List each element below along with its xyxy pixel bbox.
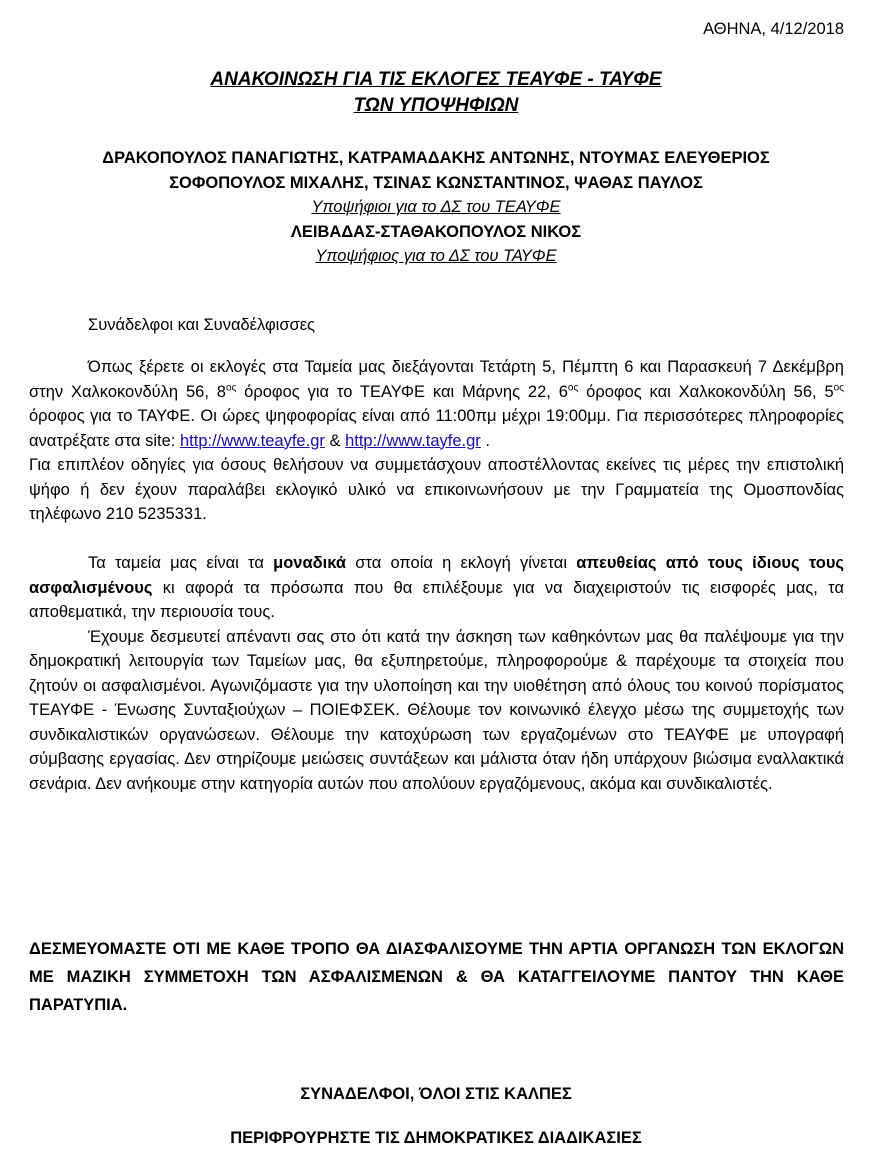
teayfe-candidates-line-2: ΣΟΦΟΠΟΥΛΟΣ ΜΙΧΑΛΗΣ, ΤΣΙΝΑΣ ΚΩΝΣΤΑΝΤΙΝΟΣ, ΨΑΘΑΣ ΠΑΥΛΟΣ <box>169 173 703 192</box>
p1-sup-3: ος <box>833 382 845 393</box>
p3-text-3: κι αφορά τα πρόσωπα που θα επιλέξουμε για να διαχειριστούν τις εισφορές μας, τα αποθεματικά, την περιουσία τους. <box>29 578 844 621</box>
p1-amp: & <box>324 431 346 450</box>
p1-end: . <box>480 431 490 450</box>
paragraph-unique-funds <box>29 551 844 625</box>
document-body <box>29 355 844 796</box>
slogan-vote: ΣΥΝΑΔΕΛΦΟΙ, ΌΛΟΙ ΣΤΙΣ ΚΑΛΠΕΣ <box>300 1085 572 1103</box>
slogan-guard: ΠΕΡΙΦΡΟΥΡΗΣΤΕ ΤΙΣ ΔΗΜΟΚΡΑΤΙΚΕΣ ΔΙΑΔΙΚΑΣΙΕΣ <box>230 1129 642 1147</box>
teayfe-link[interactable]: http://www.teayfe.gr <box>179 431 325 450</box>
p1-sup-2: ος <box>567 382 579 393</box>
p1-text-4: όροφος για το ΤΑΥΦΕ. Οι ώρες ψηφοφορίας είναι από 11:00πμ μέχρι 19:00μμ. Για περισσότερες πληροφορίες ανατρέξατε στα site: <box>29 407 844 450</box>
tayfe-candidate-name: ΛΕΙΒΑΔΑΣ-ΣΤΑΘΑΚΟΠΟΥΛΟΣ ΝΙΚΟΣ <box>290 222 582 241</box>
p3-bold-1: μοναδικά <box>273 554 346 572</box>
p1-sup-1: ος <box>225 382 237 393</box>
teayfe-candidates-line-1: ΔΡΑΚΟΠΟΥΛΟΣ ΠΑΝΑΓΙΩΤΗΣ, ΚΑΤΡΑΜΑΔΑΚΗΣ ΑΝΤΩΝΗΣ, ΝΤΟΥΜΑΣ ΕΛΕΥΘΕΡΙΟΣ <box>102 149 770 167</box>
title-line-1: ΑΝΑΚΟΙΝΩΣΗ ΓΙΑ ΤΙΣ ΕΚΛΟΓΕΣ ΤΕΑΥΦΕ - ΤΑΥΦΕ <box>210 69 662 90</box>
p3-bold-2: απευθείας από τους ίδιους τους ασφαλισμένους <box>29 554 845 597</box>
teayfe-candidates-role: Υποψήφιοι για το ΔΣ του ΤΕΑΥΦΕ <box>311 198 561 216</box>
candidates-block <box>0 146 872 269</box>
paragraph-commitments: Έχουμε δεσμευτεί απέναντι σας στο ότι κατά την άσκηση των καθηκόντων μας θα παλέψουμε για την δημοκρατική λειτουργία των Ταμείων μας, θα εξυπηρετούμε, πληροφορούμε & παρέχουμε τα στοιχεία που ζητούν οι ασφαλισμένοι. Αγωνιζόμαστε για την υλοποίηση και την υιοθέτηση από όλους του κοινού πορίσματος ΤΕΑΥΦΕ - Ένωσης Συνταξιούχων – ΠΟΙΕΦΣΕΚ. Θέλουμε τον κοινωνικό έλεγχο μέσω της συμμετοχής των συνδικαλιστικών οργανώσεων. Θέλουμε την κατοχύρωση των εργαζομένων στο ΤΕΑΥΦΕ με υπογραφή σύμβασης εργασίας. Δεν στηρίζουμε μειώσεις συντάξεων και μάλιστα όταν ήδη υπάρχουν βιώσιμα εναλλακτικά σενάρια. Δεν ανήκουμε στην κατηγορία αυτών που απολύουν εργαζόμενους, ακόμα και συνδικαλιστές. <box>29 627 844 793</box>
tayfe-link[interactable]: http://www.tayfe.gr <box>345 431 481 450</box>
document-date: ΑΘΗΝΑ, 4/12/2018 <box>703 20 844 38</box>
paragraph-elections-info <box>29 355 844 453</box>
p1-text-1: Όπως ξέρετε οι εκλογές στα Ταμεία μας διεξάγονται Τετάρτη 5, Πέμπτη 6 και Παρασκευή 7 Δεκέμβρη στην Χαλκοκονδύλη 56, 8 <box>29 358 844 401</box>
greeting: Συνάδελφοι και Συναδέλφισσες <box>88 316 316 334</box>
p3-text-2: στα οποία η εκλογή γίνεται <box>346 554 577 572</box>
title-line-2: ΤΩΝ ΥΠΟΨΗΦΙΩΝ <box>353 95 519 116</box>
tayfe-candidate-role: Υποψήφιος για το ΔΣ του ΤΑΥΦΕ <box>315 247 557 265</box>
document-title <box>0 67 872 119</box>
p1-text-2: όροφος για το ΤΕΑΥΦΕ και Μάρνης 22, 6 <box>236 382 568 401</box>
closing-statement: ΔΕΣΜΕΥΟΜΑΣΤΕ ΟΤΙ ΜΕ ΚΑΘΕ ΤΡΟΠΟ ΘΑ ΔΙΑΣΦΑΛΙΣΟΥΜΕ ΤΗΝ ΑΡΤΙΑ ΟΡΓΑΝΩΣΗ ΤΩΝ ΕΚΛΟΓΩΝ ΜΕ ΜΑΖΙΚΗ ΣΥΜΜΕΤΟΧΗ ΤΩΝ ΑΣΦΑΛΙΣΜΕΝΩΝ & ΘΑ ΚΑΤΑΓΓΕΙΛΟΥΜΕ ΠΑΝΤΟΥ ΤΗΝ ΚΑΘΕ ΠΑΡΑΤΥΠΙΑ. <box>29 940 844 1014</box>
p1-text-3: όροφος και Χαλκοκονδύλη 56, 5 <box>578 382 834 401</box>
paragraph-postal-vote: Για επιπλέον οδηγίες για όσους θελήσουν να συμμετάσχουν αποστέλλοντας εκείνες τις μέρες την επιστολική ψήφο ή δεν έχουν παραλάβει εκλογικό υλικό να επικοινωνήσουν με την Γραμματεία της Ομοσπονδίας τηλέφωνο 210 5235331. <box>29 456 844 523</box>
p3-text-1: Τα ταμεία μας είναι τα <box>88 554 274 572</box>
